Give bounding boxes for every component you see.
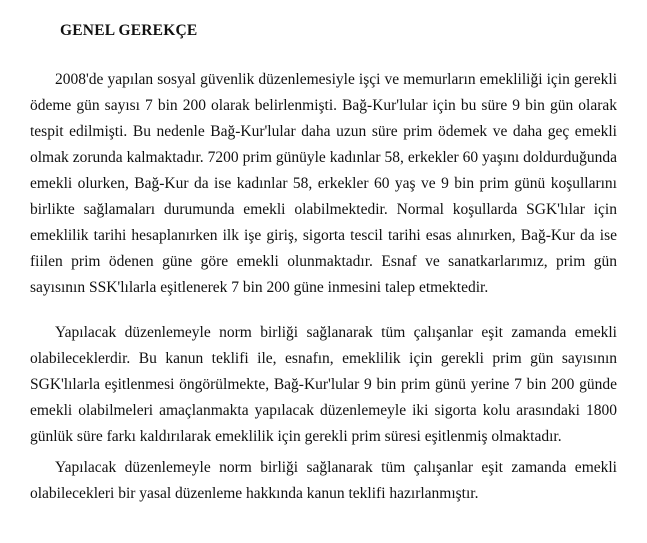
paragraph-1: 2008'de yapılan sosyal güvenlik düzenlemesiyle işçi ve memurların emekliliği için gerekli ödeme gün sayısı 7 bin 200 olarak belirlenmişti. Bağ-Kur'lular için bu süre 9 bin gün olarak tespit edilmişti. Bu nedenle Bağ-Kur'lular daha uzun süre prim ödemek ve daha geç emekli olmak zorunda kalmaktadır. 7200 prim günüyle kadınlar 58, erkekler 60 yaşını doldurduğunda emekli olurken, Bağ-Kur da ise kadınlar 58, erkekler 60 yaş ve 9 bin prim günü koşullarını birlikte sağlamaları durumunda emekli olabilmektedir. Normal koşullarda SGK'lılar için emeklilik tarihi hesaplanırken ilk işe giriş, sigorta tescil tarihi esas alınırken, Bağ-Kur da ise fiilen prim ödenen güne göre emekli olunmaktadır. Esnaf ve sanatkarlarımız, prim gün sayısının SSK'lılarla eşitlenerek 7 bin 200 güne inmesini talep etmektedir.	[30, 71, 617, 296]
document-title: GENEL GEREKÇE	[60, 22, 198, 39]
paragraph-2: Yapılacak düzenlemeyle norm birliği sağlanarak tüm çalışanlar eşit zamanda emekli olabileceklerdir. Bu kanun teklifi ile, esnafın, emeklilik için gerekli prim gün sayısının SGK'lılarla eşitlenmesi öngörülmekte, Bağ-Kur'lular 9 bin prim günü yerine 7 bin 200 günde emekli olabilmeleri amaçlanmakta yapılacak düzenlemeyle iki sigorta kolu arasındaki 1800 günlük süre farkı kaldırılarak emeklilik için gerekli prim süresi eşitlenmiş olmaktadır.	[30, 324, 617, 445]
paragraph-3: Yapılacak düzenlemeyle norm birliği sağlanarak tüm çalışanlar eşit zamanda emekli olabilecekleri bir yasal düzenleme hakkında kanun teklifi hazırlanmıştır.	[30, 459, 617, 502]
